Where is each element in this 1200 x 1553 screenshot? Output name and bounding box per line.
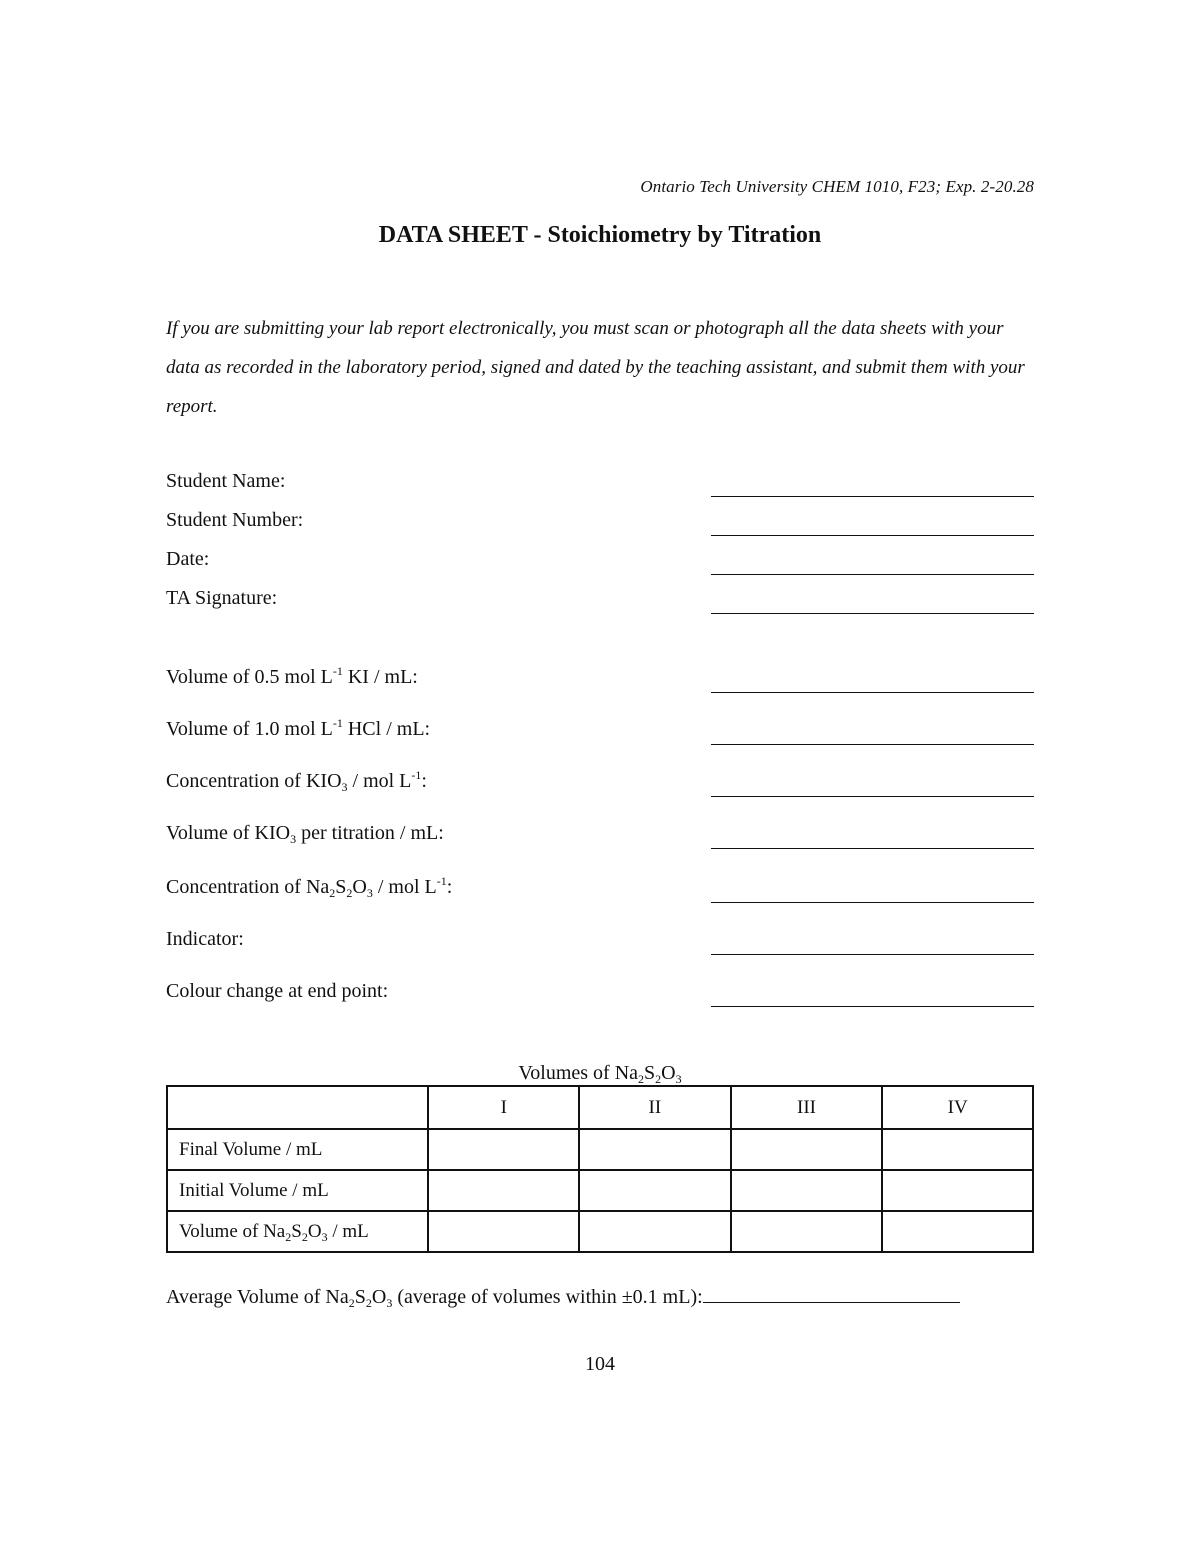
page-number: 104 [585,1353,615,1375]
student-number-line[interactable] [711,534,1034,536]
table-cell[interactable] [882,1211,1033,1252]
ki-volume-line[interactable] [711,691,1034,693]
student-name-line[interactable] [711,495,1034,497]
average-volume-label: Average Volume of $Na_2S_2O_3$ (average of volumes within ±0.1 mL): [166,1286,703,1310]
kio3-concentration-field[interactable] [166,767,1034,797]
date-field[interactable] [166,545,1034,575]
table-cell[interactable] [882,1129,1033,1170]
hcl-volume-field[interactable] [166,715,1034,745]
student-name-field[interactable] [166,467,1034,497]
volumes-table [166,1085,1034,1253]
page-title: DATA SHEET - Stoichiometry by Titration [378,222,822,248]
table-header-row [167,1086,1033,1129]
indicator-field[interactable] [166,925,1034,955]
column-header-i: I [428,1086,579,1129]
column-header-iii: III [731,1086,883,1129]
ki-volume-field[interactable] [166,663,1034,693]
table-cell[interactable] [428,1211,579,1252]
student-number-field[interactable] [166,506,1034,536]
table-row [167,1129,1033,1170]
table-cell[interactable] [579,1211,731,1252]
table-cell[interactable] [882,1170,1033,1211]
kio3-volume-field[interactable] [166,819,1034,849]
thiosulfate-concentration-label: Concentration of $Na_2S_2O_3$ / mol $L^{-1}$: [166,874,453,900]
ta-signature-line[interactable] [711,612,1034,614]
instructions-paragraph [166,309,1036,426]
average-volume-field[interactable] [166,1286,960,1309]
table-cell[interactable] [731,1170,883,1211]
row-label-thiosulfate-volume: Volume of $Na_2S_2O_3$ / mL [167,1211,428,1252]
table-caption: Volumes of $Na_2S_2O_3$ [518,1062,682,1086]
kio3-concentration-line[interactable] [711,795,1034,797]
course-header: Ontario Tech University CHEM 1010, F23; Exp. 2-20.28 [640,177,1034,196]
kio3-concentration-label: Concentration of $KIO_3$ / mol $L^{-1}$: [166,768,427,794]
indicator-line[interactable] [711,953,1034,955]
column-header-iv: IV [882,1086,1033,1129]
student-name-label: Student Name: [166,470,286,492]
row-label-initial-volume: Initial Volume / mL [167,1170,428,1211]
table-row [167,1170,1033,1211]
ta-signature-field[interactable] [166,584,1034,614]
table-corner-cell [167,1086,428,1129]
ta-signature-label: TA Signature: [166,587,278,609]
column-header-ii: II [579,1086,731,1129]
thiosulfate-concentration-field[interactable] [166,873,1034,903]
ki-volume-label: Volume of 0.5 mol $L^{-1}$ KI / mL: [166,664,418,688]
colour-change-field[interactable] [166,977,1034,1007]
date-label: Date: [166,548,210,570]
hcl-volume-line[interactable] [711,743,1034,745]
date-line[interactable] [711,573,1034,575]
kio3-volume-line[interactable] [711,847,1034,849]
table-row [167,1211,1033,1252]
colour-change-label: Colour change at end point: [166,980,389,1002]
table-cell[interactable] [428,1129,579,1170]
instructions-text: If you are submitting your lab report electronically, you must scan or photograph all the data sheets with your data as recorded in the laboratory period, signed and dated by the teaching assistant, and submit them with your report. [166,318,1025,417]
table-cell[interactable] [579,1170,731,1211]
table-cell[interactable] [428,1170,579,1211]
hcl-volume-label: Volume of 1.0 mol $L^{-1}$ HCl / mL: [166,716,431,740]
table-cell[interactable] [731,1211,883,1252]
table-cell[interactable] [579,1129,731,1170]
kio3-volume-label: Volume of $KIO_3$ per titration / mL: [166,822,444,846]
row-label-final-volume: Final Volume / mL [167,1129,428,1170]
indicator-label: Indicator: [166,928,244,950]
student-number-label: Student Number: [166,509,304,531]
thiosulfate-concentration-line[interactable] [711,901,1034,903]
table-cell[interactable] [731,1129,883,1170]
colour-change-line[interactable] [711,1005,1034,1007]
average-volume-line[interactable] [703,1301,960,1303]
